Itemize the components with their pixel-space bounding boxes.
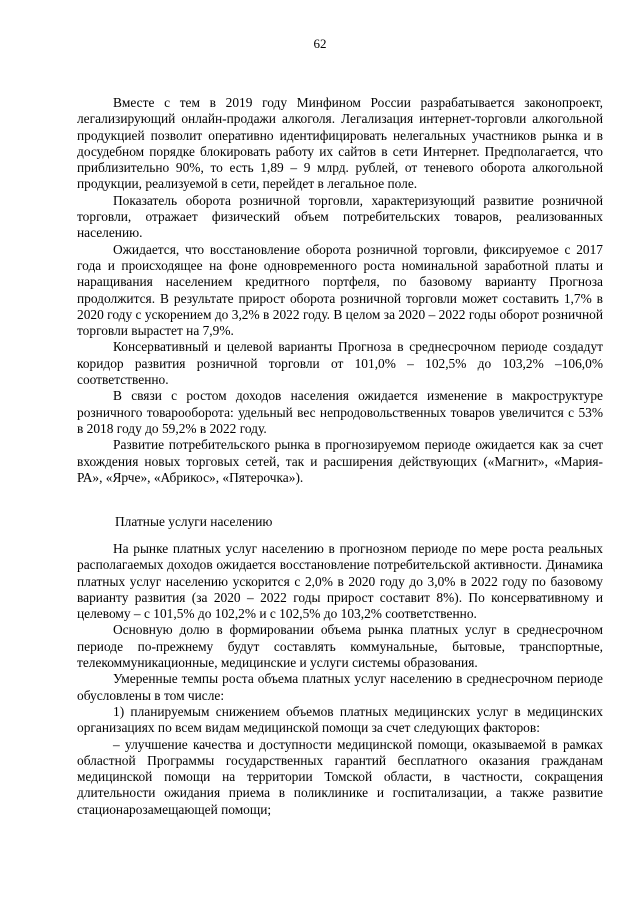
main-text-block xyxy=(77,95,603,486)
paragraph-paid-services-dynamics: На рынке платных услуг населению в прогнозном периоде по мере роста реальных располагаемых доходов ожидается восстановление потребительской активности. Динамика платных услуг населению ускорится с 2,0% в 2020 году до 3,0% в 2022 году по базовому варианту развития (за 2020 – 2022 годы прирост составит 8%). По консервативному и целевому – с 101,5% до 102,2% и с 102,5% до 103,2% соответственно. xyxy=(77,541,603,622)
paragraph-services-structure: Основную долю в формировании объема рынка платных услуг в среднесрочном периоде по-прежнему будут составлять коммунальные, бытовые, транспортные, телекоммуникационные, медицинские и услуги системы образования. xyxy=(77,622,603,671)
services-text-block xyxy=(77,541,603,818)
paragraph-online-alcohol: Вместе с тем в 2019 году Минфином России разрабатывается законопроект, легализирующий онлайн-продажи алкоголя. Легализация интернет-торговли алкогольной продукцией позволит оперативно идентифицировать нелегальных участников рынка и в досудебном порядке блокировать работу их сайтов в сети Интернет. Предполагается, что приблизительно 90%, то есть 1,89 – 9 млрд. рублей, от теневого оборота алкогольной продукции, реализуемой в сети, перейдет в легальное поле. xyxy=(77,95,603,192)
list-subitem-quality: – улучшение качества и доступности медицинской помощи, оказываемой в рамках областной Программы государственных гарантий бесплатного оказания гражданам медицинской помощи на территории Томской области, в частности, сокращения длительности ожидания приема в поликлинике и госпитализации, а также развитие стационарозамещающей помощи; xyxy=(77,736,603,817)
paragraph-forecast-variants: Консервативный и целевой варианты Прогноза в среднесрочном периоде создадут коридор развития розничной торговли от 101,0% – 102,5% до 103,2% –106,0% соответственно. xyxy=(77,339,603,388)
list-item-medical-services: 1) планируемым снижением объемов платных медицинских услуг в медицинских организациях по всем видам медицинской помощи за счет следующих факторов: xyxy=(77,703,603,736)
section-heading-paid-services: Платные услуги населению xyxy=(115,514,273,529)
paragraph-retail-forecast: Ожидается, что восстановление оборота розничной торговли, фиксируемое с 2017 года и происходящее на фоне одновременного роста номинальной заработной платы и наращивания населением кредитного портфеля, по базовому варианту Прогноза продолжится. В результате прирост оборота розничной торговли может составить 1,7% в 2020 году с ускорением до 3,2% в 2022 году. В целом за 2020 – 2022 годы оборот розничной торговли вырастет на 7,9%. xyxy=(77,241,603,339)
paragraph-moderate-growth: Умеренные темпы роста объема платных услуг населению в среднесрочном периоде обусловлены в том числе: xyxy=(77,671,603,703)
paragraph-macrostructure: В связи с ростом доходов населения ожидается изменение в макроструктуре розничного товарооборота: удельный вес непродовольственных товаров увеличится с 53% в 2018 году до 59,2% в 2022 году. xyxy=(77,388,603,436)
page-number: 62 xyxy=(313,36,327,51)
paragraph-consumer-market: Развитие потребительского рынка в прогнозируемом периоде ожидается как за счет вхождения новых торговых сетей, так и расширения действующих («Магнит», «Мария-РА», «Ярче», «Абрикос», «Пятерочка»). xyxy=(77,437,603,485)
paragraph-retail-indicator: Показатель оборота розничной торговли, характеризующий развитие розничной торговли, отражает физический объем потребительских товаров, реализованных населению. xyxy=(77,192,603,241)
